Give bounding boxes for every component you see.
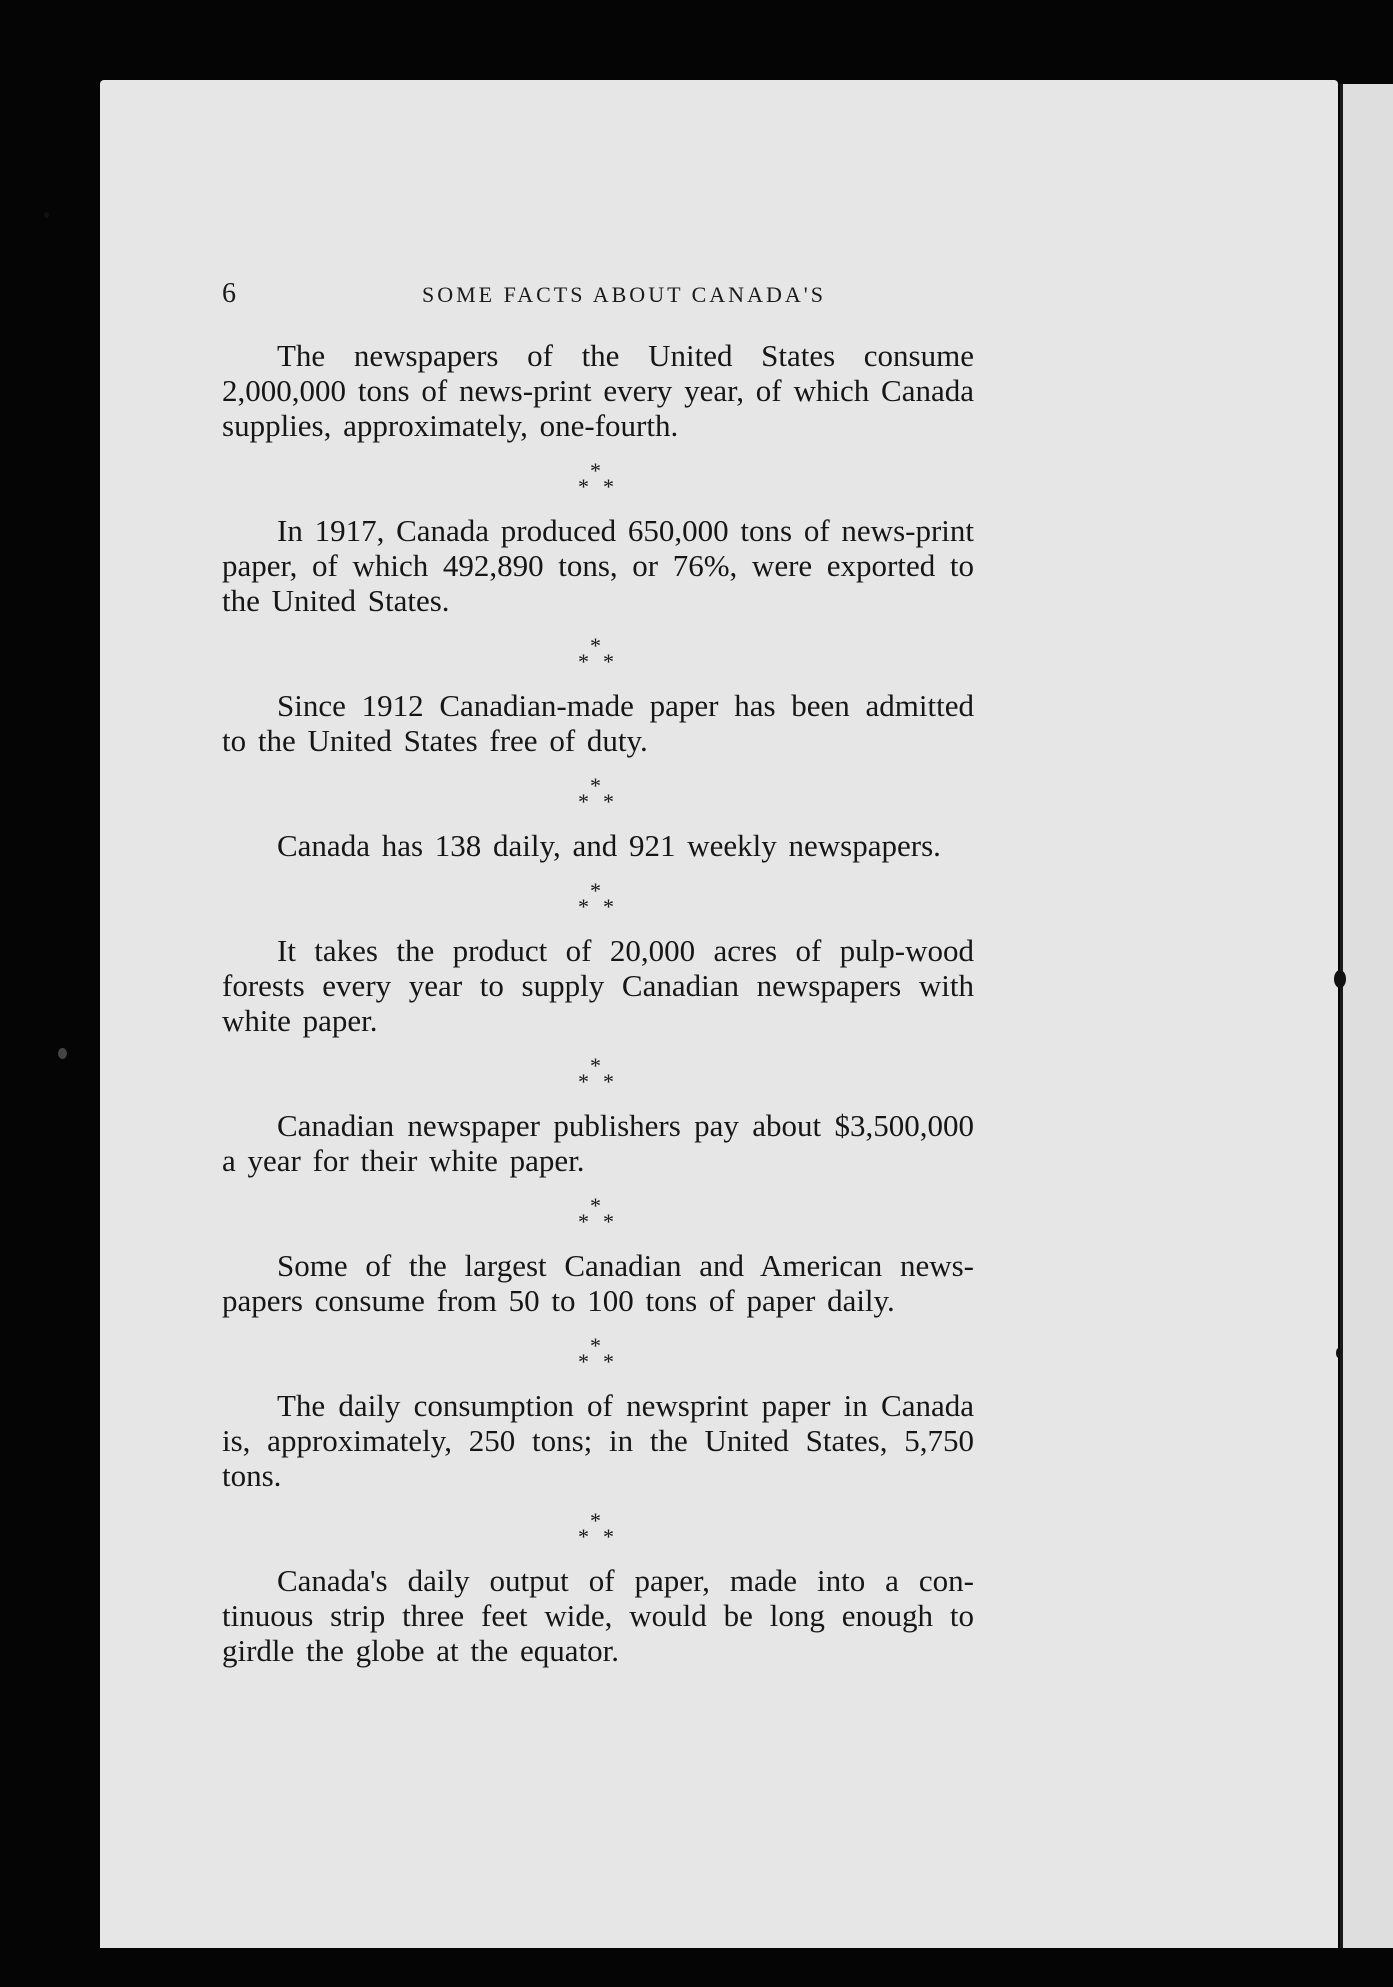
asterisk-glyph: * <box>578 474 589 499</box>
paragraph: The newspapers of the United States consume 2,000,000 tons of news-print every year, of which Canada supplies, approximately, one-fourth. <box>222 338 974 443</box>
page-number: 6 <box>222 278 236 309</box>
paragraph: Canada's daily output of paper, made into a con-tinuous strip three feet wide, would be long enough to girdle the globe at the equator. <box>222 1563 974 1668</box>
asterisk-glyph: * <box>603 649 614 674</box>
paragraph: The daily consumption of newsprint paper in Canada is, approximately, 250 tons; in the United States, 5,750 tons. <box>222 1388 974 1493</box>
page-header <box>222 278 972 308</box>
scan-speck <box>58 1048 67 1059</box>
paragraph: Canada has 138 daily, and 921 weekly newspapers. <box>277 828 941 863</box>
paragraph: Some of the largest Canadian and American news-papers consume from 50 to 100 tons of paper daily. <box>222 1248 974 1318</box>
asterisk-glyph: * <box>578 1069 589 1094</box>
asterisk-glyph: * <box>590 773 601 798</box>
asterisk-glyph: * <box>603 474 614 499</box>
paragraph: In 1917, Canada produced 650,000 tons of news-print paper, of which 492,890 tons, or 76%, were exported to the United States. <box>222 513 974 618</box>
scan-speck <box>1334 970 1346 988</box>
asterisk-glyph: * <box>603 1069 614 1094</box>
asterisk-glyph: * <box>578 1349 589 1374</box>
asterisk-glyph: * <box>603 1524 614 1549</box>
asterisk-glyph: * <box>603 1209 614 1234</box>
asterisk-glyph: * <box>590 633 601 658</box>
adjacent-page-edge <box>1340 84 1393 1948</box>
asterisk-glyph: * <box>590 1053 601 1078</box>
asterisk-glyph: * <box>590 1508 601 1533</box>
section-separator <box>222 443 974 513</box>
asterisk-glyph: * <box>590 1193 601 1218</box>
asterisk-glyph: * <box>590 878 601 903</box>
section-separator <box>222 1178 974 1248</box>
asterisk-glyph: * <box>603 789 614 814</box>
section-separator <box>222 1318 974 1388</box>
section-separator <box>222 863 974 933</box>
scan-speck <box>44 212 49 218</box>
section-separator <box>222 758 974 828</box>
asterisk-glyph: * <box>590 1333 601 1358</box>
section-separator <box>222 618 974 688</box>
paragraph: Since 1912 Canadian-made paper has been admitted to the United States free of duty. <box>222 688 974 758</box>
paragraph: It takes the product of 20,000 acres of pulp-wood forests every year to supply Canadian newspapers with white paper. <box>222 933 974 1038</box>
scan-speck <box>1336 1348 1341 1358</box>
section-separator <box>222 1038 974 1108</box>
asterisk-glyph: * <box>578 1524 589 1549</box>
asterisk-glyph: * <box>578 649 589 674</box>
asterisk-glyph: * <box>578 789 589 814</box>
body-text <box>222 338 974 1668</box>
section-separator <box>222 1493 974 1563</box>
asterisk-glyph: * <box>603 1349 614 1374</box>
asterisk-glyph: * <box>590 458 601 483</box>
paragraph: Canadian newspaper publishers pay about $3,500,000 a year for their white paper. <box>222 1108 974 1178</box>
asterisk-glyph: * <box>603 894 614 919</box>
asterisk-glyph: * <box>578 1209 589 1234</box>
asterisk-glyph: * <box>578 894 589 919</box>
running-title: SOME FACTS ABOUT CANADA'S <box>422 282 826 307</box>
